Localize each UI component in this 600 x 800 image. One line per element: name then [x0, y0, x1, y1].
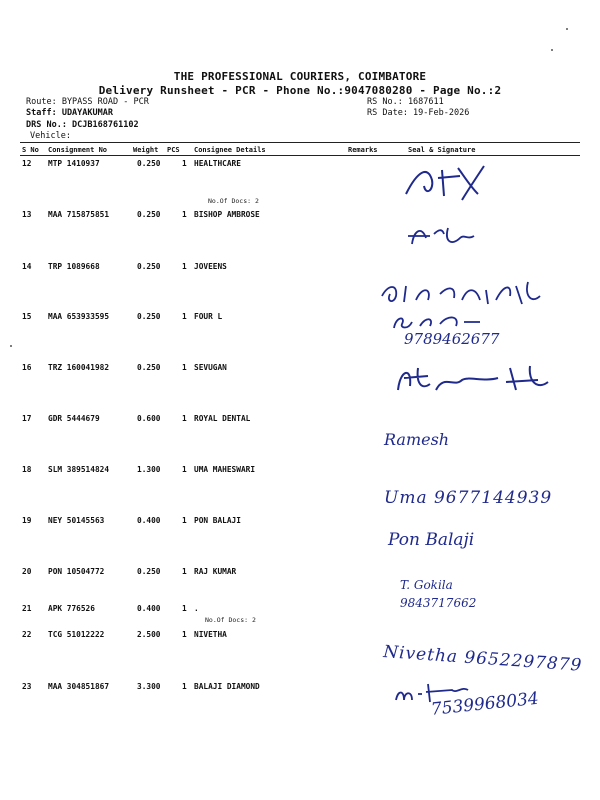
signature-row-19: Pon Balaji [388, 530, 475, 550]
rs-date: RS Date: 19-Feb-2026 [367, 108, 470, 118]
row-consignee: JOVEENS [194, 262, 227, 271]
row-weight: 0.250 [137, 262, 161, 271]
row-consignment: NEY 50145563 [48, 516, 105, 525]
signature-text: 9789462677 [404, 330, 500, 348]
row-sno: 14 [22, 262, 32, 271]
signature-row-13 [404, 216, 484, 256]
row-weight: 1.300 [137, 465, 161, 474]
row-pcs: 1 [182, 465, 187, 474]
row-pcs: 1 [182, 312, 187, 321]
row-pcs: 1 [182, 210, 187, 219]
row-sno: 12 [22, 159, 32, 168]
signature-row-23 [392, 680, 540, 720]
col-header-remarks: Remarks [348, 146, 378, 154]
row-weight: 0.250 [137, 312, 161, 321]
row-pcs: 1 [182, 516, 187, 525]
row-pcs: 1 [182, 682, 187, 691]
col-header-weight: Weight [133, 146, 159, 154]
row-sno: 23 [22, 682, 32, 691]
row-weight: 2.500 [137, 630, 161, 639]
staff-label: Staff: UDAYAKUMAR [26, 108, 113, 118]
col-header-consignment: Consignment No [48, 146, 108, 154]
row-consignment: TCG 51012222 [48, 630, 105, 639]
row-consignee: FOUR L [194, 312, 223, 321]
row-consignment: MAA 715875851 [48, 210, 110, 219]
scan-speck [10, 345, 12, 347]
row-weight: 0.250 [137, 567, 161, 576]
row-sno: 18 [22, 465, 32, 474]
drs-number: DRS No.: DCJB168761102 [26, 120, 139, 130]
header-rule-bottom [20, 155, 580, 156]
row-sno: 20 [22, 567, 32, 576]
signature-row-12 [398, 160, 498, 208]
scan-speck [551, 49, 553, 51]
row-consignment: SLM 389514824 [48, 465, 110, 474]
scan-speck [566, 28, 568, 30]
row-sno: 17 [22, 414, 32, 423]
signature-row-16 [388, 360, 558, 404]
row-sno: 22 [22, 630, 32, 639]
row-weight: 0.250 [137, 363, 161, 372]
row-pcs: 1 [182, 630, 187, 639]
row-consignee: NIVETHA [194, 630, 227, 639]
company-title: THE PROFESSIONAL COURIERS, COIMBATORE [173, 70, 427, 83]
row-consignee: BALAJI DIAMOND [194, 682, 260, 691]
signature-row-14 [376, 276, 546, 316]
route-label: Route: BYPASS ROAD - PCR [26, 97, 149, 107]
row-docs: No.Of Docs: 2 [208, 197, 259, 205]
signature-row-22: Nivetha 9652297879 [382, 642, 583, 676]
row-consignment: MAA 304851867 [48, 682, 110, 691]
row-pcs: 1 [182, 604, 187, 613]
row-pcs: 1 [182, 363, 187, 372]
row-sno: 21 [22, 604, 32, 613]
row-consignment: PON 10504772 [48, 567, 105, 576]
row-consignee: UMA MAHESWARI [194, 465, 256, 474]
signature-row-18: Uma 9677144939 [384, 488, 553, 508]
row-weight: 0.250 [137, 159, 161, 168]
row-consignment: GDR 5444679 [48, 414, 100, 423]
col-header-signature: Seal & Signature [408, 146, 476, 154]
row-weight: 0.250 [137, 210, 161, 219]
row-consignment: MTP 1410937 [48, 159, 100, 168]
signature-row-17: Ramesh [384, 430, 450, 449]
row-sno: 15 [22, 312, 32, 321]
row-pcs: 1 [182, 414, 187, 423]
rs-number: RS No.: 1687611 [367, 97, 444, 107]
row-consignee: SEVUGAN [194, 363, 227, 372]
runsheet-title: Delivery Runsheet - PCR - Phone No.:9047080280 - Page No.:2 [98, 84, 502, 97]
vehicle-label: Vehicle: [30, 131, 71, 141]
header-rule-top [20, 142, 580, 143]
row-pcs: 1 [182, 262, 187, 271]
row-weight: 0.400 [137, 604, 161, 613]
row-pcs: 1 [182, 159, 187, 168]
row-consignment: TRZ 160041982 [48, 363, 110, 372]
row-weight: 0.400 [137, 516, 161, 525]
row-sno: 16 [22, 363, 32, 372]
row-consignee: . [194, 604, 199, 613]
row-consignment: MAA 653933595 [48, 312, 110, 321]
row-sno: 13 [22, 210, 32, 219]
row-sno: 19 [22, 516, 32, 525]
row-weight: 3.300 [137, 682, 161, 691]
row-consignee: ROYAL DENTAL [194, 414, 251, 423]
row-pcs: 1 [182, 567, 187, 576]
signature-row-15 [390, 312, 510, 348]
col-header-pcs: PCS [167, 146, 180, 154]
col-header-sno: S No [22, 146, 39, 154]
row-weight: 0.600 [137, 414, 161, 423]
row-consignment: APK 776526 [48, 604, 95, 613]
row-consignee: BISHOP AMBROSE [194, 210, 260, 219]
row-docs: No.Of Docs: 2 [205, 616, 256, 624]
signature-row-20: T. Gokila 9843717662 [400, 578, 477, 610]
signature-text: 7539968034 [430, 688, 540, 720]
row-consignment: TRP 1089668 [48, 262, 100, 271]
row-consignee: PON BALAJI [194, 516, 241, 525]
col-header-consignee: Consignee Details [194, 146, 266, 154]
row-consignee: HEALTHCARE [194, 159, 241, 168]
row-consignee: RAJ KUMAR [194, 567, 237, 576]
